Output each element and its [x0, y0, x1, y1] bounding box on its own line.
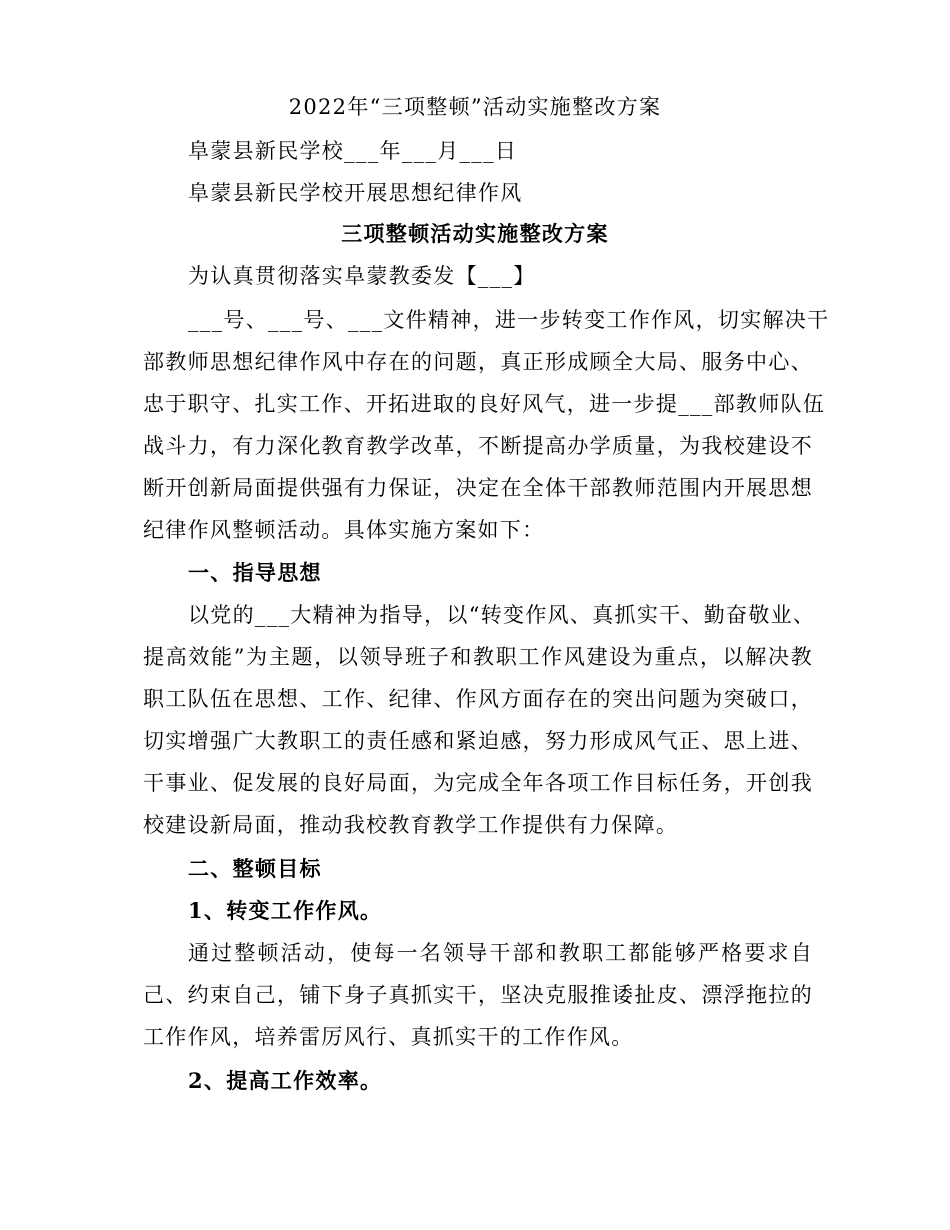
- intro-paragraph-line: 断开创新局面提供强有力保证，决定在全体干部教师范围内开展思想: [143, 476, 813, 500]
- section1-paragraph-line: 校建设新局面，推动我校教育教学工作提供有力保障。: [143, 813, 679, 837]
- subsection-heading-efficiency: 2、提高工作效率。: [188, 1068, 383, 1093]
- subsection-heading-work-style: 1、转变工作作风。: [188, 898, 383, 923]
- subsection1-paragraph-line: 通过整顿活动，使每一名领导干部和教职工都能够严格要求自: [188, 941, 813, 965]
- subtitle-date-line: 阜蒙县新民学校___年___月___日: [188, 139, 518, 163]
- section1-paragraph-line: 切实增强广大教职工的责任感和紧迫感，努力形成风气正、思上进、: [143, 729, 813, 753]
- section1-paragraph-line: 以党的___大精神为指导，以“转变作风、真抓实干、勤奋敬业、: [188, 603, 816, 627]
- subsection1-paragraph-line: 工作作风，培养雷厉风行、真抓实干的工作作风。: [143, 1025, 634, 1049]
- intro-paragraph-line: 部教师思想纪律作风中存在的问题，真正形成顾全大局、服务中心、: [143, 350, 813, 374]
- section-heading-guiding-thought: 一、指导思想: [188, 560, 322, 585]
- intro-first-line: 为认真贯彻落实阜蒙教委发【___】: [188, 264, 536, 288]
- intro-paragraph-line: 纪律作风整顿活动。具体实施方案如下：: [143, 518, 545, 542]
- document-title: 2022年“三项整顿”活动实施整改方案: [288, 95, 662, 119]
- intro-paragraph-line: 忠于职守、扎实工作、开拓进取的良好风气，进一步提___部教师队伍: [143, 392, 826, 416]
- intro-paragraph-line: 战斗力，有力深化教育教学改革，不断提高办学质量，为我校建设不: [143, 434, 813, 458]
- section1-paragraph-line: 干事业、促发展的良好局面，为完成全年各项工作目标任务，开创我: [143, 771, 813, 795]
- section1-paragraph-line: 提高效能”为主题，以领导班子和教职工作风建设为重点，以解决教: [143, 645, 813, 669]
- intro-paragraph-line: ___号、___号、___文件精神，进一步转变工作作风，切实解决干: [188, 308, 830, 332]
- section1-paragraph-line: 职工队伍在思想、工作、纪律、作风方面存在的突出问题为突破口，: [143, 687, 813, 711]
- main-heading: 三项整顿活动实施整改方案: [341, 221, 609, 246]
- subsection1-paragraph-line: 己、约束自己，铺下身子真抓实干，坚决克服推诿扯皮、漂浮拖拉的: [143, 983, 813, 1007]
- subtitle-school-line: 阜蒙县新民学校开展思想纪律作风: [188, 181, 523, 205]
- section-heading-targets: 二、整顿目标: [188, 856, 322, 881]
